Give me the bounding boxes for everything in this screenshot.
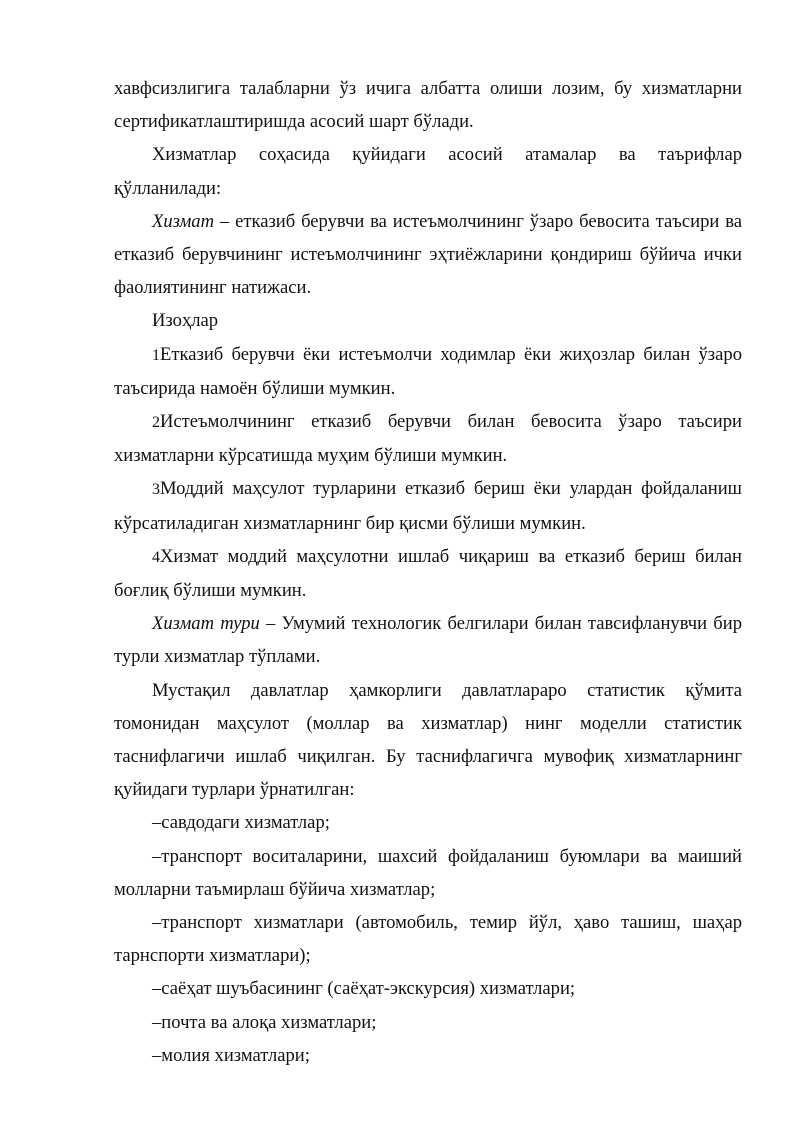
definition-service-type [114, 607, 742, 673]
list-item: –саёҳат шуъбасининг (саёҳат-экскурсия) хизматлари; [152, 978, 576, 1000]
notes-heading: Изоҳлар [152, 310, 219, 332]
list-item: –молия хизматлари; [152, 1044, 310, 1066]
definition-text: – Умумий технологик белгилари билан тавсифланувчи бир турли хизматлар тўплами. [114, 613, 742, 668]
definition-term: Хизмат [152, 210, 215, 232]
definition-text: – етказиб берувчи ва истеъмолчининг ўзаро бевосита таъсири ва етказиб берувчининг истеъмолчининг эҳтиёжларини қондириш бўйича ички фаолиятининг натижаси. [114, 210, 742, 299]
note-number: 4 [152, 548, 160, 566]
list-item: –почта ва алоқа хизматлари; [152, 1011, 377, 1033]
document-page [114, 72, 742, 1072]
note-1 [114, 338, 742, 405]
paragraph-continuation: хавфсизлигига талабларни ўз ичига албатта олиши лозим, бу хизматларни сертификатлаштиришда асосий шарт бўлади. [114, 78, 742, 133]
note-text: Моддий маҳсулот турларини етказиб бериш ёки улардан фойдаланиш кўрсатиладиган хизматларнинг бир қисми бўлиши мумкин. [114, 478, 742, 534]
note-2 [114, 405, 742, 472]
note-number: 2 [152, 414, 160, 432]
note-text: Истеъмолчининг етказиб берувчи билан бевосита ўзаро таъсири хизматларни кўрсатишда муҳим бўлиши мумкин. [114, 411, 742, 467]
list-item: –савдодаги хизматлар; [152, 812, 330, 834]
note-number: 1 [152, 346, 160, 364]
paragraph-terms-intro: Хизматлар соҳасида қуйидаги асосий атамалар ва таърифлар қўлланилади: [114, 144, 742, 199]
note-number: 3 [152, 481, 160, 499]
definition-term: Хизмат тури [152, 613, 260, 635]
note-text: Хизмат моддий маҳсулотни ишлаб чиқариш ва етказиб бериш билан боғлиқ бўлиши мумкин. [114, 545, 742, 602]
list-item: –транспорт хизматлари (автомобиль, темир йўл, ҳаво ташиш, шаҳар тарнспорти хизматлари); [114, 912, 742, 967]
paragraph-classifier: Мустақил давлатлар ҳамкорлиги давлатлараро статистик қўмита томонидан маҳсулот (моллар ва хизматлар) нинг моделли статистик таснифлагичи ишлаб чиқилган. Бу таснифлагичга мувофиқ хизматларнинг қуйидаги турлари ўрнатилган: [114, 679, 742, 801]
list-item: –транспорт воситаларини, шахсий фойдаланиш буюмлари ва маиший молларни таъмирлаш бўйича хизматлар; [114, 845, 742, 900]
definition-service [114, 205, 742, 305]
note-text: Етказиб берувчи ёки истеъмолчи ходимлар ёки жиҳозлар билан ўзаро таъсирида намоён бўлиши мумкин. [114, 343, 742, 399]
note-4 [114, 540, 742, 607]
note-3 [114, 472, 742, 539]
